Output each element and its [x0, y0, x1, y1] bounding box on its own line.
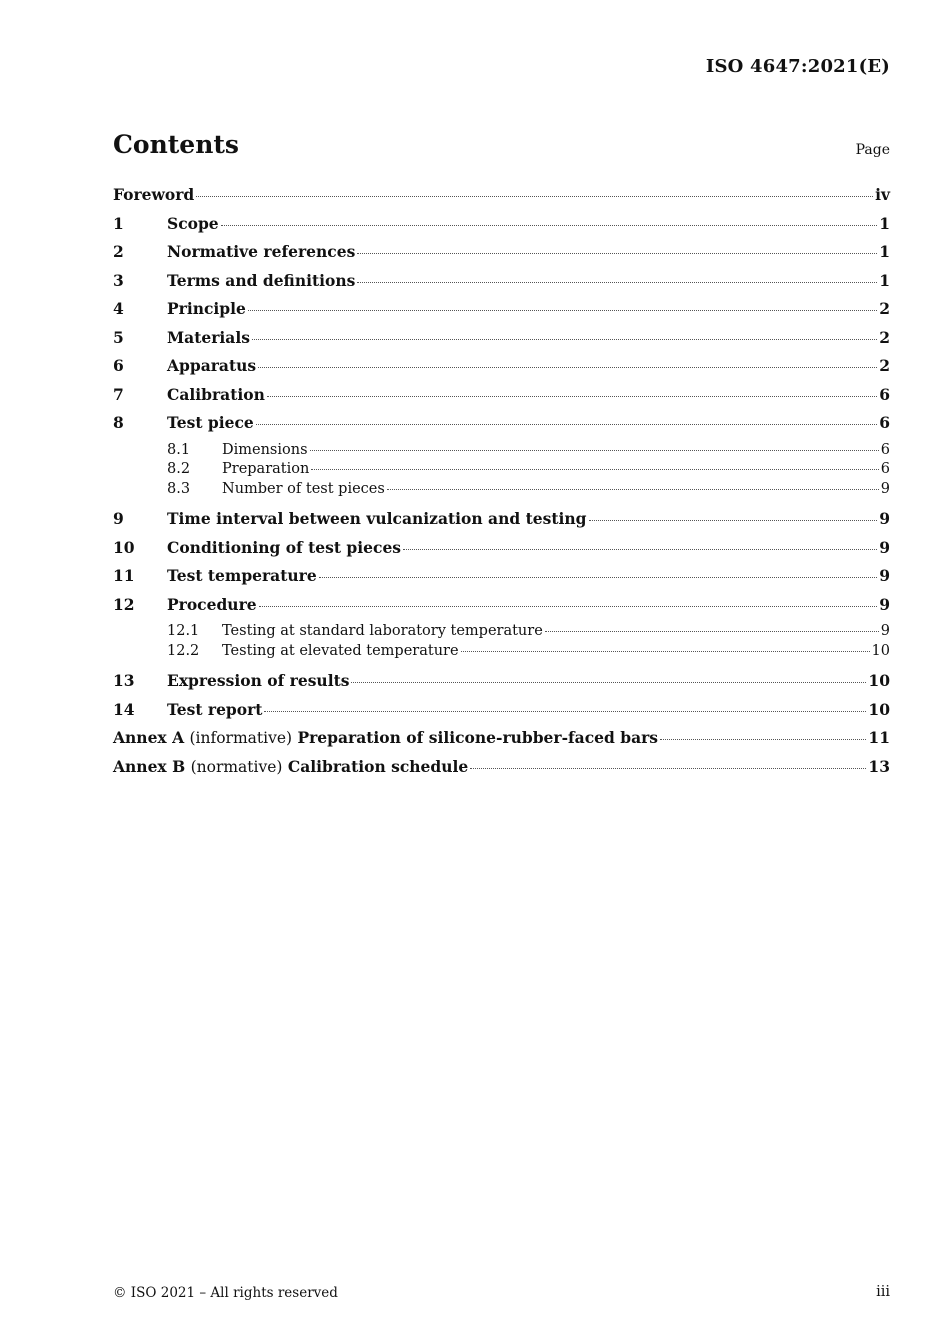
toc-entry-page: 2 — [879, 327, 890, 347]
toc-entry-page: 6 — [879, 384, 890, 404]
dot-leader — [403, 549, 877, 550]
table-of-contents — [113, 185, 890, 785]
toc-entry-label[interactable]: Number of test pieces — [222, 480, 385, 497]
page-number: iii — [876, 1284, 890, 1300]
toc-entry-number: 8 — [113, 413, 124, 432]
toc-entry-label[interactable]: Test report — [167, 699, 263, 719]
toc-entry-label[interactable]: Test temperature — [167, 566, 317, 585]
toc-entry-page: iv — [875, 185, 890, 204]
toc-entry-page: 9 — [879, 594, 890, 614]
toc-entry-page: 9 — [879, 509, 890, 528]
page-title: Contents — [113, 130, 240, 159]
dot-leader — [196, 196, 873, 197]
toc-entry-number: 4 — [113, 299, 124, 318]
toc-entry-number: 8.1 — [167, 441, 191, 458]
toc-entry[interactable] — [113, 671, 890, 700]
toc-entry-label[interactable]: Test piece — [167, 413, 254, 432]
toc-entry[interactable] — [113, 271, 890, 300]
toc-entry-number: 9 — [113, 509, 124, 528]
toc-entry-number: 12.2 — [167, 642, 200, 659]
toc-spacer — [113, 500, 890, 509]
dot-leader — [221, 225, 878, 226]
toc-annex-label[interactable] — [113, 757, 468, 776]
annex-title: Preparation of silicone-rubber-faced bars — [297, 728, 659, 747]
toc-entry-page: 1 — [879, 270, 890, 290]
toc-annex-entry[interactable] — [113, 757, 890, 786]
dot-leader — [357, 253, 877, 254]
annex-prefix: Annex B — [113, 756, 186, 776]
toc-entry-number: 13 — [113, 671, 135, 690]
copyright-notice: © ISO 2021 – All rights reserved — [113, 1285, 338, 1301]
dot-leader — [357, 282, 877, 283]
toc-entry[interactable] — [113, 214, 890, 243]
toc-entry-label[interactable]: Normative references — [167, 242, 356, 261]
toc-annex-label[interactable] — [113, 728, 658, 747]
toc-entry-label[interactable]: Testing at elevated temperature — [222, 642, 459, 659]
dot-leader — [660, 739, 866, 740]
dot-leader — [351, 682, 866, 683]
toc-entry-number: 3 — [113, 270, 124, 290]
toc-entry-label[interactable]: Materials — [167, 327, 250, 347]
dot-leader — [311, 469, 878, 470]
dot-leader — [267, 396, 877, 397]
toc-entry-page: 2 — [879, 356, 890, 375]
toc-entry-page: 6 — [879, 413, 890, 432]
toc-entry-label[interactable]: Foreword — [113, 185, 195, 204]
toc-entry-label[interactable]: Conditioning of test pieces — [167, 537, 402, 557]
toc-entry[interactable] — [113, 595, 890, 624]
toc-entry-number: 8.3 — [167, 480, 191, 497]
toc-entry[interactable] — [113, 538, 890, 567]
toc-subentry[interactable] — [113, 461, 890, 481]
toc-entry-label[interactable]: Procedure — [167, 594, 257, 614]
annex-prefix: Annex A — [113, 728, 185, 747]
toc-entry-number: 10 — [113, 537, 135, 557]
dot-leader — [461, 651, 870, 652]
toc-entry[interactable] — [113, 566, 890, 595]
toc-entry-number: 8.2 — [167, 461, 191, 477]
toc-entry[interactable] — [113, 509, 890, 538]
toc-entry[interactable] — [113, 242, 890, 271]
toc-subentry[interactable] — [113, 643, 890, 663]
toc-entry[interactable] — [113, 185, 890, 214]
page-column-label: Page — [855, 142, 890, 158]
dot-leader — [256, 424, 877, 425]
toc-subentry[interactable] — [113, 442, 890, 462]
dot-leader — [252, 339, 877, 340]
toc-entry-number: 2 — [113, 242, 124, 261]
toc-subentry[interactable] — [113, 623, 890, 643]
toc-entry[interactable] — [113, 385, 890, 414]
toc-entry-number: 11 — [113, 566, 135, 585]
toc-entry[interactable] — [113, 700, 890, 729]
toc-entry-label[interactable]: Testing at standard laboratory temperature — [222, 623, 543, 639]
annex-title: Calibration schedule — [287, 756, 469, 776]
toc-entry-label[interactable]: Calibration — [167, 384, 265, 404]
toc-entry-label[interactable]: Apparatus — [167, 356, 257, 375]
toc-entry-page: 1 — [879, 213, 890, 233]
annex-kind: (informative) — [189, 729, 293, 747]
toc-entry-page: 6 — [880, 461, 890, 477]
toc-entry-page: 9 — [880, 623, 890, 639]
toc-entry[interactable] — [113, 299, 890, 328]
dot-leader — [545, 631, 879, 632]
toc-entry-page: 9 — [879, 537, 890, 557]
toc-entry[interactable] — [113, 328, 890, 357]
toc-entry-number: 12.1 — [167, 623, 200, 639]
toc-entry-number: 6 — [113, 356, 124, 375]
toc-entry-number: 12 — [113, 594, 135, 614]
toc-annex-entry[interactable] — [113, 728, 890, 757]
dot-leader — [319, 577, 878, 578]
toc-entry-label[interactable]: Scope — [167, 213, 219, 233]
toc-entry-number: 14 — [113, 699, 135, 719]
toc-annex-page: 11 — [868, 728, 890, 747]
toc-entry-page: 9 — [879, 566, 890, 585]
toc-entry-page: 1 — [879, 242, 890, 261]
toc-subentry[interactable] — [113, 481, 890, 501]
toc-entry-label[interactable]: Expression of results — [167, 671, 350, 690]
toc-spacer — [113, 662, 890, 671]
toc-entry-label[interactable]: Terms and definitions — [167, 270, 356, 290]
toc-entry-number: 1 — [113, 213, 124, 233]
toc-entry-page: 6 — [880, 441, 890, 458]
toc-entry-page: 10 — [871, 642, 890, 659]
toc-annex-page: 13 — [868, 756, 890, 776]
toc-entry-label[interactable]: Preparation — [222, 461, 310, 477]
document-id: ISO 4647:2021(E) — [705, 56, 890, 77]
toc-entry-label[interactable]: Principle — [167, 299, 246, 318]
annex-kind: (normative) — [190, 757, 283, 776]
toc-entry[interactable] — [113, 413, 890, 442]
dot-leader — [259, 606, 878, 607]
toc-entry-number: 7 — [113, 384, 124, 404]
toc-entry-label[interactable]: Time interval between vulcanization and testing — [167, 509, 587, 528]
dot-leader — [264, 711, 866, 712]
toc-entry[interactable] — [113, 356, 890, 385]
dot-leader — [470, 768, 866, 769]
toc-entry-page: 2 — [879, 299, 890, 318]
toc-entry-label[interactable]: Dimensions — [222, 441, 308, 458]
toc-entry-page: 10 — [868, 671, 890, 690]
dot-leader — [258, 367, 877, 368]
dot-leader — [310, 450, 879, 451]
toc-entry-page: 9 — [880, 480, 890, 497]
toc-entry-number: 5 — [113, 327, 124, 347]
dot-leader — [589, 520, 878, 521]
dot-leader — [248, 310, 877, 311]
contents-heading-row — [113, 130, 890, 166]
toc-entry-page: 10 — [868, 699, 890, 719]
dot-leader — [387, 489, 879, 490]
